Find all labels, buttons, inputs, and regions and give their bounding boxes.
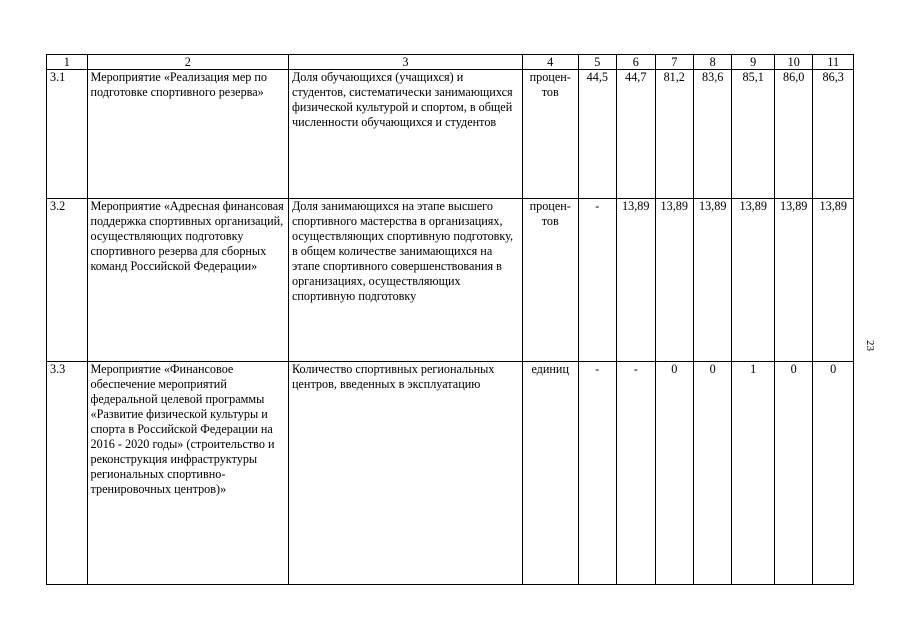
value-cell: 81,2: [655, 70, 693, 199]
column-header: 9: [732, 55, 775, 70]
column-header: 11: [813, 55, 854, 70]
event-name: Мероприятие «Реализация мер по подготовке спортивного резерва»: [87, 70, 288, 199]
event-name: Мероприятие «Финансовое обеспечение мероприятий федеральной целевой программы «Развитие физической культуры и спорта в Российской Федерации на 2016 - 2020 годы» (строительство и реконструкция инфраструктуры региональных спортивно-тренировочных центров)»: [87, 362, 288, 585]
value-cell: 0: [774, 362, 812, 585]
value-cell: -: [617, 362, 655, 585]
row-number: 3.2: [47, 199, 88, 362]
value-cell: 0: [693, 362, 731, 585]
value-cell: 0: [813, 362, 854, 585]
value-cell: 86,3: [813, 70, 854, 199]
value-cell: 13,89: [732, 199, 775, 362]
column-header: 2: [87, 55, 288, 70]
value-cell: 44,7: [617, 70, 655, 199]
table-row: [47, 70, 854, 199]
column-header: 3: [288, 55, 522, 70]
value-cell: 44,5: [578, 70, 616, 199]
indicator-name: Количество спортивных региональных центров, введенных в эксплуатацию: [288, 362, 522, 585]
value-cell: -: [578, 199, 616, 362]
value-cell: 86,0: [774, 70, 812, 199]
row-number: 3.3: [47, 362, 88, 585]
row-number: 3.1: [47, 70, 88, 199]
unit-cell: процен-тов: [522, 199, 578, 362]
value-cell: 0: [655, 362, 693, 585]
indicators-table: [46, 54, 854, 585]
value-cell: 13,89: [617, 199, 655, 362]
table-row: [47, 362, 854, 585]
table-row: [47, 199, 854, 362]
unit-cell: единиц: [522, 362, 578, 585]
column-header: 8: [693, 55, 731, 70]
column-header: 1: [47, 55, 88, 70]
unit-cell: процен-тов: [522, 70, 578, 199]
value-cell: 13,89: [655, 199, 693, 362]
indicator-name: Доля занимающихся на этапе высшего спортивного мастерства в организациях, осуществляющих спортивную подготовку, в общем количестве занимающихся на этапе спортивного совершенствования в организациях, осуществляющих спортивную подготовку: [288, 199, 522, 362]
value-cell: 13,89: [693, 199, 731, 362]
header-row: [47, 55, 854, 70]
column-header: 5: [578, 55, 616, 70]
indicator-name: Доля обучающихся (учащихся) и студентов, систематически занимающихся физической культурой и спортом, в общей численности обучающихся и студентов: [288, 70, 522, 199]
column-header: 10: [774, 55, 812, 70]
value-cell: 13,89: [774, 199, 812, 362]
page-number: 23: [864, 340, 876, 351]
table-body: [47, 55, 854, 585]
column-header: 7: [655, 55, 693, 70]
event-name: Мероприятие «Адресная финансовая поддержка спортивных организаций, осуществляющих подготовку спортивного резерва для сборных команд Российской Федерации»: [87, 199, 288, 362]
column-header: 4: [522, 55, 578, 70]
value-cell: 13,89: [813, 199, 854, 362]
column-header: 6: [617, 55, 655, 70]
value-cell: 85,1: [732, 70, 775, 199]
value-cell: 83,6: [693, 70, 731, 199]
value-cell: -: [578, 362, 616, 585]
value-cell: 1: [732, 362, 775, 585]
